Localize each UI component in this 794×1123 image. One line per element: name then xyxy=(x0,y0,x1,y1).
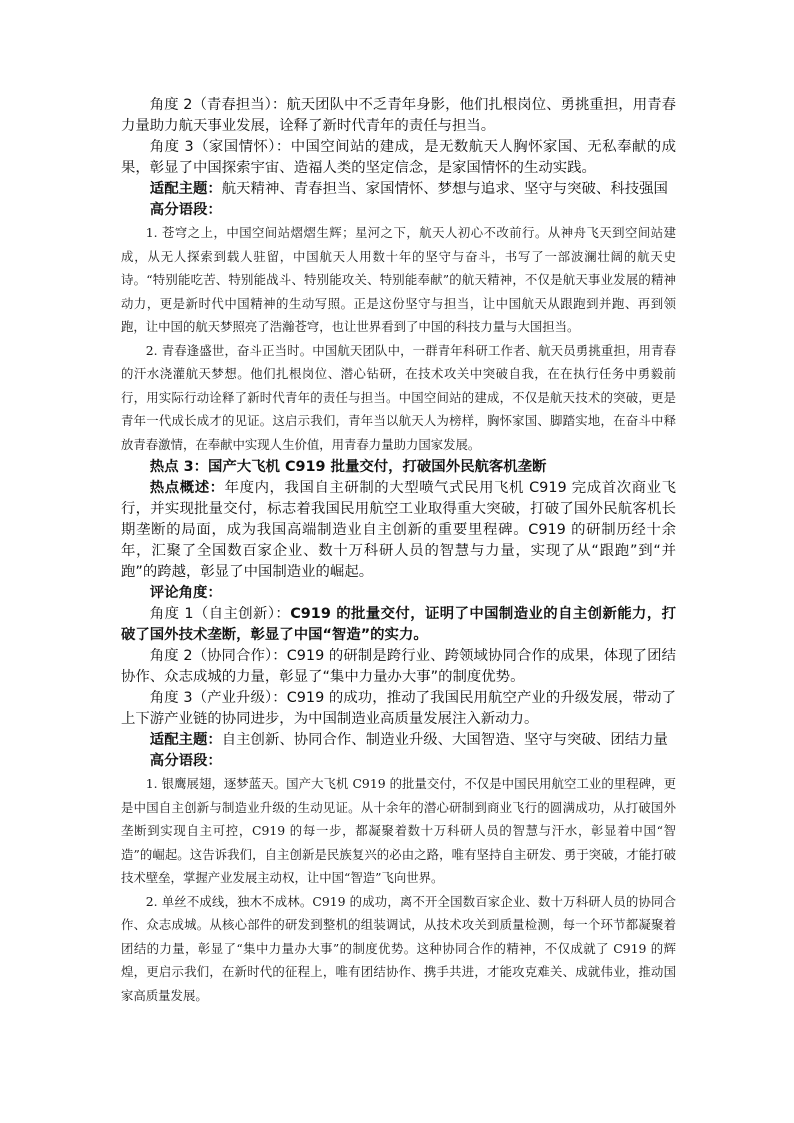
angle-2b-text: C919 的研制是跨行业、跨领域协同合作的成果，体现了团结协作、众志成城的力量，彰显了“集中力量办大事”的制度优势。 xyxy=(121,648,677,685)
overview-paragraph xyxy=(121,478,676,583)
angle-3b-paragraph xyxy=(121,688,676,730)
phrases-label: 高分语段： xyxy=(149,202,222,218)
phrase-paragraph-3: 1. 银鹰展翅，逐梦蓝天。国产大飞机 C919 的批量交付，不仅是中国民用航空工业的里程碑，更是中国自主创新与制造业升级的生动见证。从十余年的潜心研制到商业飞行的圆满成功，从打破国外垄断到实现自主可控，C919 的每一步，都凝聚着数十万科研人员的智慧与汗水，彰显着中国“智造”的崛起。这告诉我们，自主创新是民族复兴的必由之路，唯有坚持自主研发、勇于突破，才能打破技术壁垒，掌握产业发展主动权，让中国“智造”飞向世界。 xyxy=(121,776,676,885)
themes-label-2: 适配主题： xyxy=(149,732,222,748)
overview-text: 年度内，我国自主研制的大型喷气式民用飞机 C919 完成首次商业飞行，并实现批量交付，标志着我国民用航空工业取得重大突破，打破了国外民航客机长期垄断的局面，成为我国高端制造业自主创新的重要里程碑。C919 的研制历经十余年，汇聚了全国数百家企业、数十万科研人员的智慧与力量，实现了从“跟跑”到“并跑”的跨越，彰显了中国制造业的崛起。 xyxy=(121,480,676,580)
themes-text: 航天精神、青春担当、家国情怀、梦想与追求、坚守与突破、科技强国 xyxy=(221,181,668,197)
phrase-paragraph-1: 1. 苍穹之上，中国空间站熠熠生辉；星河之下，航天人初心不改前行。从神舟飞天到空间站建成，从无人探索到载人驻留，中国航天人用数十年的坚守与奋斗，书写了一部波澜壮阔的航天史诗。“特别能吃苦、特别能战斗、特别能攻关、特别能奉献”的航天精神，不仅是航天事业发展的精神动力，更是新时代中国精神的生动写照。正是这份坚守与担当，让中国航天从跟跑到并跑、再到领跑，让中国的航天梦照亮了浩瀚苍穹，也让世界看到了中国的科技力量与大国担当。 xyxy=(121,225,676,334)
hotspot-heading: 热点 3：国产大飞机 C919 批量交付，打破国外民航客机垄断 xyxy=(149,459,547,475)
angle-3-paragraph: 角度 3（家国情怀）：中国空间站的建成，是无数航天人胸怀家国、无私奉献的成果，彰显了中国探索宇宙、造福人类的坚定信念，是家国情怀的生动实践。 xyxy=(121,139,676,176)
angle-2b-paragraph xyxy=(121,646,676,688)
phrases-label-2: 高分语段： xyxy=(149,753,222,769)
angle-1-label: 角度 1（自主创新）： xyxy=(149,606,291,622)
phrase-paragraph-4: 2. 单丝不成线，独木不成林。C919 的成功，离不开全国数百家企业、数十万科研人员的协同合作、众志成城。从核心部件的研发到整机的组装调试，从技术攻关到质量检测，每一个环节都凝聚着团结的力量，彰显了“集中力量办大事”的制度优势。这种协同合作的精神，不仅成就了 C919 的辉煌，更启示我们，在新时代的征程上，唯有团结协作、携手共进，才能攻克难关、成就伟业，推动国家高质量发展。 xyxy=(121,893,676,1003)
document-page xyxy=(121,95,676,1007)
angle-1-text: C919 的批量交付，证明了中国制造业的自主创新能力，打破了国外技术垄断，彰显了中国“智造”的实力。 xyxy=(121,606,676,643)
themes-line-2 xyxy=(121,730,676,751)
review-label: 评论角度： xyxy=(149,585,222,601)
overview-label: 热点概述： xyxy=(149,480,225,496)
angle-3b-text: C919 的成功，推动了我国民用航空产业的升级发展，带动了上下游产业链的协同进步，为中国制造业高质量发展注入新动力。 xyxy=(121,690,677,727)
themes-line xyxy=(121,179,676,200)
themes-text-2: 自主创新、协同合作、制造业升级、大国智造、坚守与突破、团结力量 xyxy=(221,732,668,748)
angle-1-paragraph xyxy=(121,604,676,646)
phrase-paragraph-2: 2. 青春逢盛世，奋斗正当时。中国航天团队中，一群青年科研工作者、航天员勇挑重担，用青春的汗水浇灌航天梦想。他们扎根岗位、潜心钻研，在技术攻关中突破自我，在在执行任务中勇毅前行，用实际行动诠释了新时代青年的责任与担当。中国空间站的建成，不仅是航天技术的突破，更是青年一代成长成才的见证。这启示我们，青年当以航天人为榜样，胸怀家国、脚踏实地，在奋斗中释放青春激情，在奉献中实现人生价值，用青春力量助力国家发展。 xyxy=(121,342,676,452)
angle-3b-label: 角度 3（产业升级）： xyxy=(149,690,287,706)
themes-label: 适配主题： xyxy=(149,181,222,197)
angle-2b-label: 角度 2（协同合作）： xyxy=(149,648,287,664)
angle-2-paragraph: 角度 2（青春担当）：航天团队中不乏青年身影，他们扎根岗位、勇挑重担，用青春力量助力航天事业发展，诠释了新时代青年的责任与担当。 xyxy=(121,97,676,134)
